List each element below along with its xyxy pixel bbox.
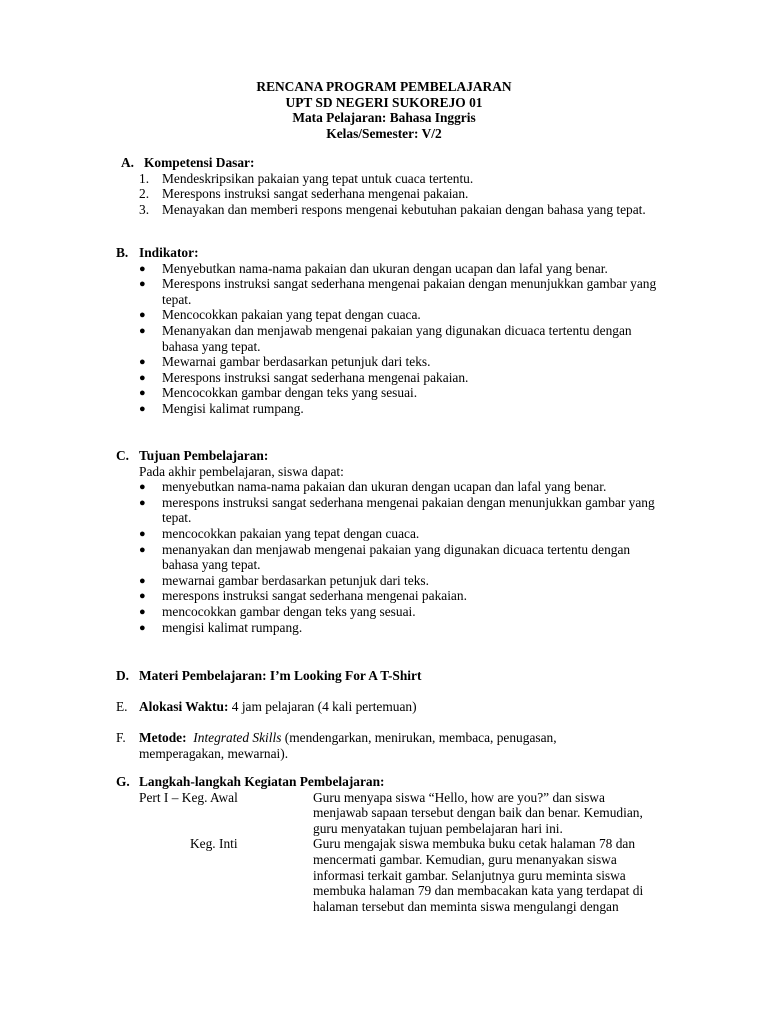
item-text: mencocokkan pakaian yang tepat dengan cuaca. bbox=[162, 525, 420, 541]
section-materi-pembelajaran bbox=[0, 668, 768, 684]
list-item bbox=[0, 542, 662, 573]
bullet-icon: ● bbox=[139, 309, 146, 322]
section-letter: D. bbox=[116, 668, 130, 683]
bullet-icon: ● bbox=[139, 371, 146, 384]
list-item bbox=[0, 171, 660, 187]
list-item bbox=[0, 202, 660, 218]
list-item bbox=[0, 354, 662, 370]
kompetensi-list bbox=[0, 171, 768, 218]
item-text: menyebutkan nama-nama pakaian dan ukuran dengan ucapan dan lafal yang benar. bbox=[162, 479, 607, 495]
document-header bbox=[0, 79, 768, 141]
item-number: 3. bbox=[139, 201, 150, 217]
item-text: Mewarnai gambar berdasarkan petunjuk dari teks. bbox=[162, 354, 431, 370]
bullet-icon: ● bbox=[139, 387, 146, 400]
section-letter: E. bbox=[116, 699, 128, 714]
section-tujuan-pembelajaran bbox=[0, 448, 768, 635]
bullet-icon: ● bbox=[139, 621, 146, 634]
section-metode bbox=[0, 730, 768, 761]
activity-row bbox=[0, 790, 768, 837]
section-title: Indikator: bbox=[139, 245, 199, 260]
section-langkah-kegiatan bbox=[0, 774, 768, 914]
section-heading bbox=[0, 730, 768, 746]
activity-description: Guru menyapa siswa “Hello, how are you?” dan siswa menjawab sapaan tersebut dengan baik dan benar. Kemudian, guru menyatakan tujuan pembelajaran hari ini. bbox=[313, 789, 643, 836]
list-item bbox=[0, 588, 662, 604]
list-item bbox=[0, 261, 662, 277]
section-letter: C. bbox=[116, 448, 130, 463]
section-letter: F. bbox=[116, 730, 126, 745]
item-text: Mencocokkan pakaian yang tepat dengan cuaca. bbox=[162, 307, 421, 323]
section-title: Tujuan Pembelajaran: bbox=[139, 448, 269, 463]
item-text: Merespons instruksi sangat sederhana mengenai pakaian. bbox=[162, 369, 469, 385]
list-item bbox=[0, 323, 662, 354]
list-item bbox=[0, 495, 662, 526]
bullet-icon: ● bbox=[139, 543, 146, 556]
list-item bbox=[0, 401, 662, 417]
item-number: 1. bbox=[139, 170, 150, 186]
bullet-icon: ● bbox=[139, 262, 146, 275]
indikator-list bbox=[0, 261, 768, 417]
list-item bbox=[0, 370, 662, 386]
header-class-semester: Kelas/Semester: V/2 bbox=[326, 125, 442, 141]
bullet-icon: ● bbox=[139, 605, 146, 618]
bullet-icon: ● bbox=[139, 527, 146, 540]
section-letter: B. bbox=[116, 245, 129, 260]
item-text: merespons instruksi sangat sederhana mengenai pakaian dengan menunjukkan gambar yang tepat. bbox=[162, 494, 655, 526]
method-detail-continued: memperagakan, mewarnai). bbox=[139, 745, 289, 761]
bullet-icon: ● bbox=[139, 481, 146, 494]
activity-meeting-label: Pert I – Keg. Awal bbox=[139, 789, 238, 805]
bullet-icon: ● bbox=[139, 356, 146, 369]
bullet-icon: ● bbox=[139, 590, 146, 603]
item-text: mencocokkan gambar dengan teks yang sesuai. bbox=[162, 603, 416, 619]
section-heading bbox=[0, 668, 768, 684]
section-letter: G. bbox=[116, 774, 130, 789]
item-text: Mendeskripsikan pakaian yang tepat untuk cuaca tertentu. bbox=[162, 170, 474, 186]
item-text: Mengisi kalimat rumpang. bbox=[162, 400, 304, 416]
activity-description: Guru mengajak siswa membuka buku cetak halaman 78 dan mencermati gambar. Kemudian, guru menanyakan siswa informasi terkait gambar. Selanjutnya guru meminta siswa membuka halaman 79 dan membacakan kata yang terdapat di halaman tersebut dan meminta siswa mengulangi dengan bbox=[313, 836, 644, 914]
item-text: menanyakan dan menjawab mengenai pakaian yang digunakan dicuaca tertentu dengan bahasa yang tepat. bbox=[162, 541, 631, 573]
section-letter: A. bbox=[121, 155, 135, 170]
method-name: Integrated Skills bbox=[193, 730, 282, 745]
list-item bbox=[0, 604, 662, 620]
bullet-icon: ● bbox=[139, 496, 146, 509]
item-text: Menayakan dan memberi respons mengenai kebutuhan pakaian dengan bahasa yang tepat. bbox=[162, 201, 646, 217]
list-item bbox=[0, 526, 662, 542]
activity-row bbox=[0, 836, 768, 914]
section-title: Materi Pembelajaran: I’m Looking For A T-Shirt bbox=[139, 668, 422, 683]
list-item bbox=[0, 186, 660, 202]
section-intro: Pada akhir pembelajaran, siswa dapat: bbox=[139, 463, 344, 479]
list-item bbox=[0, 276, 662, 307]
item-text: merespons instruksi sangat sederhana mengenai pakaian. bbox=[162, 588, 467, 604]
item-text: mewarnai gambar berdasarkan petunjuk dari teks. bbox=[162, 572, 429, 588]
item-text: Menyebutkan nama-nama pakaian dan ukuran dengan ucapan dan lafal yang benar. bbox=[162, 260, 608, 276]
item-text: mengisi kalimat rumpang. bbox=[162, 619, 303, 635]
list-item bbox=[0, 479, 662, 495]
list-item bbox=[0, 573, 662, 589]
section-title bbox=[139, 730, 557, 746]
section-title bbox=[139, 699, 417, 715]
section-kompetensi-dasar bbox=[0, 155, 768, 217]
item-text: Menanyakan dan menjawab mengenai pakaian yang digunakan dicuaca tertentu dengan bahasa yang tepat. bbox=[162, 322, 632, 354]
section-value: 4 jam pelajaran (4 kali pertemuan) bbox=[228, 699, 417, 714]
section-alokasi-waktu bbox=[0, 699, 768, 715]
section-title: Kompetensi Dasar: bbox=[144, 155, 255, 170]
bullet-icon: ● bbox=[139, 324, 146, 337]
list-item bbox=[0, 385, 662, 401]
section-heading bbox=[0, 448, 768, 464]
header-title: RENCANA PROGRAM PEMBELAJARAN bbox=[256, 79, 512, 94]
section-title: Langkah-langkah Kegiatan Pembelajaran: bbox=[139, 774, 385, 789]
header-school: UPT SD NEGERI SUKOREJO 01 bbox=[285, 94, 483, 110]
section-heading bbox=[0, 699, 768, 715]
bullet-icon: ● bbox=[139, 402, 146, 415]
tujuan-list bbox=[0, 479, 768, 635]
item-text: Mencocokkan gambar dengan teks yang sesuai. bbox=[162, 385, 418, 401]
item-number: 2. bbox=[139, 186, 150, 202]
header-subject: Mata Pelajaran: Bahasa Inggris bbox=[292, 110, 476, 126]
item-text: Merespons instruksi sangat sederhana mengenai pakaian dengan menunjukkan gambar yang tepat. bbox=[162, 276, 657, 307]
bullet-icon: ● bbox=[139, 278, 146, 291]
bullet-icon: ● bbox=[139, 574, 146, 587]
method-detail: (mendengarkan, menirukan, membaca, penugasan, bbox=[281, 730, 557, 745]
list-item bbox=[0, 307, 662, 323]
section-label: Metode: bbox=[139, 730, 187, 745]
section-label: Alokasi Waktu: bbox=[139, 699, 229, 714]
activity-stage-label: Keg. Inti bbox=[190, 836, 238, 852]
section-heading bbox=[0, 774, 768, 790]
item-text: Merespons instruksi sangat sederhana mengenai pakaian. bbox=[162, 186, 469, 202]
section-heading bbox=[0, 155, 768, 171]
list-item bbox=[0, 620, 662, 636]
section-indikator bbox=[0, 245, 768, 417]
section-heading bbox=[0, 245, 768, 261]
